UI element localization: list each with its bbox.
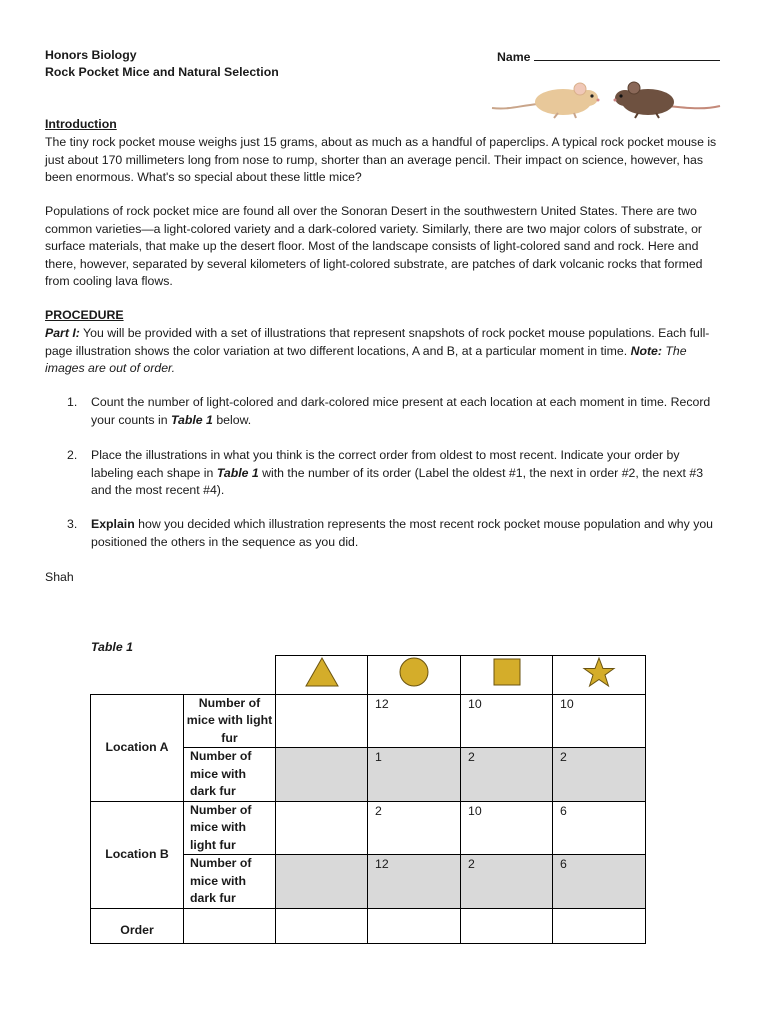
data-cell[interactable]: 1 [368, 748, 461, 802]
dark-fur-label: Number of mice with dark fur [184, 748, 276, 802]
data-cell[interactable]: 6 [553, 801, 646, 855]
step-2 [67, 447, 723, 500]
data-cell[interactable]: 12 [368, 855, 461, 909]
name-label: Name [497, 50, 531, 64]
intro-paragraph-1: The tiny rock pocket mouse weighs just 15 grams, about as much as a handful of paperclips. A typical rock pocket mouse is just about 170 millimeters long from nose to rump, shorter than an average pencil. Their impact on science, however, has been enormous. What's so special about these little mice? [45, 135, 717, 184]
step-1 [67, 394, 723, 429]
intro-paragraph-2: Populations of rock pocket mice are found all over the Sonoran Desert in the southwestern United States. There are two common varieties—a light-colored variety and a dark-colored variety. Similarly, there are two major colors of substrate, or surface materials, that make up the desert floor. Most of the landscape consists of light-colored sand and rock. Here and there, however, separated by several kilometers of light-colored substrate, are patches of dark volcanic rocks that formed from cooling lava flows. [45, 204, 703, 288]
step-text: Place the illustrations in what you think is the correct order from oldest to most recent. Indicate your order by labeling each shape in Table 1 with the number of its order (Label the oldest #1, the next in order #2, the next #3 and the most recent #4). [91, 448, 704, 497]
blank-cell [184, 908, 276, 943]
step-3 [67, 516, 723, 551]
course-title: Honors Biology [45, 48, 137, 62]
location-b-label: Location B [91, 801, 184, 908]
step-number: 3. [67, 517, 78, 531]
explain-keyword: Explain [91, 517, 135, 531]
table-caption: Table 1 [91, 640, 133, 654]
order-cell[interactable] [368, 908, 461, 943]
data-cell[interactable]: 2 [461, 855, 553, 909]
name-blank-line[interactable] [534, 47, 720, 61]
square-icon [491, 656, 523, 688]
step-number: 2. [67, 448, 78, 462]
data-table [90, 655, 646, 944]
dark-mouse-icon [614, 82, 721, 118]
shape-cell [276, 656, 368, 695]
light-mouse-icon [492, 83, 600, 118]
location-a-label: Location A [91, 694, 184, 801]
part-label: Part I: [45, 326, 80, 340]
table-reference: Table 1 [170, 412, 213, 427]
dark-fur-label: Number of mice with dark fur [184, 855, 276, 909]
data-cell[interactable]: 6 [553, 855, 646, 909]
data-cell[interactable]: 12 [368, 694, 461, 748]
data-cell[interactable]: 2 [553, 748, 646, 802]
data-cell[interactable] [276, 855, 368, 909]
part-text: You will be provided with a set of illustrations that represent snapshots of rock pocket mouse populations. Each full-page illustration shows the color variation at two different locations, A and B, at a particular moment in time. [45, 326, 710, 358]
circle-icon [397, 656, 431, 688]
light-fur-label: Number of mice with light fur [184, 694, 276, 748]
name-field[interactable] [497, 47, 720, 67]
order-cell[interactable] [276, 908, 368, 943]
order-cell[interactable] [553, 908, 646, 943]
triangle-icon [304, 656, 340, 688]
blank-cell [91, 656, 184, 695]
location-a-light-row [91, 694, 646, 748]
light-fur-label: Number of mice with light fur [184, 801, 276, 855]
shape-cell [368, 656, 461, 695]
step-text: Count the number of light-colored and dark-colored mice present at each location at each moment in time. Record your counts in Table 1 below. [91, 395, 711, 427]
shape-cell [461, 656, 553, 695]
intro-heading: Introduction [45, 117, 117, 131]
star-icon [581, 656, 617, 688]
location-b-light-row [91, 801, 646, 855]
data-cell[interactable]: 2 [461, 748, 553, 802]
blank-cell [184, 656, 276, 695]
data-cell[interactable]: 2 [368, 801, 461, 855]
shape-cell [553, 656, 646, 695]
order-cell[interactable] [461, 908, 553, 943]
step-text: Explain how you decided which illustration represents the most recent rock pocket mouse population and why you positioned the others in the sequence as you did. [91, 517, 714, 549]
data-cell[interactable] [276, 694, 368, 748]
note-text: The images are out of order. [45, 343, 687, 375]
data-cell[interactable] [276, 748, 368, 802]
shape-header-row [91, 656, 646, 695]
note-label: Note: [630, 343, 662, 358]
order-label: Order [91, 908, 184, 943]
part-one-instructions [45, 325, 723, 378]
data-cell[interactable] [276, 801, 368, 855]
procedure-heading: PROCEDURE [45, 308, 124, 322]
step-number: 1. [67, 395, 78, 409]
order-row [91, 908, 646, 943]
data-cell[interactable]: 10 [461, 801, 553, 855]
worksheet-title: Rock Pocket Mice and Natural Selection [45, 65, 279, 79]
data-cell[interactable]: 10 [461, 694, 553, 748]
data-cell[interactable]: 10 [553, 694, 646, 748]
table-reference: Table 1 [216, 465, 259, 480]
student-answer-text: Shah [45, 570, 74, 584]
